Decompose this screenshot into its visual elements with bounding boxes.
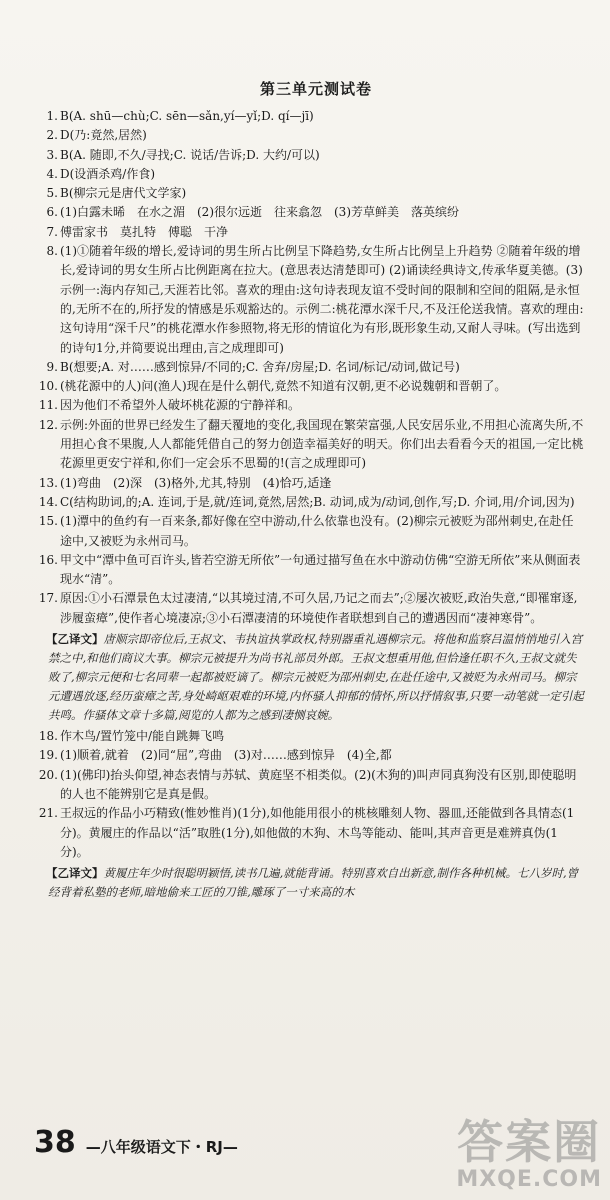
answer-number: 12. — [38, 417, 58, 432]
answer-text: (1)①随着年级的增长,爱诗词的男生所占比例呈下降趋势,女生所占比例呈上升趋势 ②随着年级的增长,爱诗词的男女生所占比例距离在拉大。(意思表达清楚即可) (2)诵读经典诗文,传承华夏美德。(3)示例一:海内存知己,天涯若比邻。喜欢的理由:这句诗表现友谊不受时间的限制和空间的阻隔,是永恒的,无所不在的,所抒发的情感是乐观豁达的。示例二:桃花潭水深千尺,不及汪伦送我情。喜欢的理由:这句诗用“深千尺”的桃花潭水作参照物,将无形的情谊化为有形,既形象生动,又耐人寻味。(写出选到的诗句1分,并简要说出理由,言之成理即可) — [60, 244, 584, 355]
answer-text: (1)(佛印)抬头仰望,神态表情与苏轼、黄庭坚不相类似。(2)(木狗的)叫声同真狗没有区别,即使聪明的人也不能辨别它是真是假。 — [60, 767, 577, 801]
answer-number: 18. — [38, 729, 58, 744]
answer-text: (1)白露未晞 在水之湄 (2)很尔远逝 往来翕忽 (3)芳草鲜美 落英缤纷 — [60, 205, 459, 220]
answer-number: 13. — [38, 475, 58, 490]
answer-number: 14. — [38, 494, 58, 509]
answer-item — [48, 165, 584, 184]
answer-item — [38, 396, 584, 415]
answer-item — [38, 589, 584, 628]
watermark-url: MXQE.COM — [456, 1167, 602, 1192]
answer-text: (1)弯曲 (2)深 (3)格外,尤其,特别 (4)恰巧,适逢 — [60, 475, 332, 490]
translation-label: 【乙译文】 — [46, 866, 104, 881]
answer-number: 3. — [46, 147, 58, 162]
answer-item — [38, 416, 584, 474]
answer-number: 21. — [38, 806, 58, 821]
answer-number: 17. — [38, 591, 58, 606]
watermark-logo — [456, 1117, 602, 1192]
answer-number: 7. — [46, 224, 58, 239]
answer-text: B(A. shū—chù;C. sēn—sǎn,yí—yǐ;D. qí—jī) — [60, 109, 314, 123]
watermark-logo-text: 答案圈 — [457, 1115, 602, 1169]
answer-number: 20. — [38, 767, 58, 782]
answer-item — [38, 512, 584, 551]
answer-item — [38, 551, 584, 590]
answer-number: 9. — [46, 359, 58, 374]
answer-text: 原因:①小石潭景色太过凄清,“以其境过清,不可久居,乃记之而去”;②屡次被贬,政治失意,“即罹窜逐,涉履蛮瘴”,使作者心境凄凉;③小石潭凄清的环境使作者联想到自己的遭遇因而“凄神寒骨”。 — [60, 591, 578, 625]
answer-text: B(柳宗元是唐代文学家) — [60, 186, 187, 201]
answer-number: 16. — [38, 552, 58, 567]
answer-text: B(想要;A. 对……感到惊异/不同的;C. 舍弃/房屋;D. 名词/标记/动词,做记号) — [60, 359, 460, 374]
answer-number: 4. — [46, 166, 58, 181]
answer-text: (桃花源中的人)问(渔人)现在是什么朝代,竟然不知道有汉朝,更不必说魏朝和晋朝了。 — [60, 379, 507, 394]
answer-item — [48, 107, 584, 126]
page-number: 38 — [34, 1125, 76, 1160]
page-footer — [34, 1125, 238, 1160]
answer-number: 8. — [46, 244, 58, 259]
answer-item — [38, 474, 584, 493]
translation-text: 唐顺宗即帝位后,王叔文、韦执谊执掌政权,特别器重礼遇柳宗元。将他和监察吕温悄悄地引入宫禁之中,和他们商议大事。柳宗元被提升为尚书礼部员外郎。王叔文想重用他,但恰逢任职不久,王叔文就失败了,柳宗元便和七名同辈一起都被贬谪了。柳宗元被贬为邵州刺史,在赴任途中,又被贬为永州司马。柳宗元遭遇放逐,经历蛮瘴之苦,身处崎岖艰难的环境,内怀骚人抑郁的情怀,所以抒情叙事,只要一动笔就一定引起共鸣。作骚体文章十多篇,阅览的人都为之感到凄恻哀婉。 — [48, 632, 584, 723]
answer-number: 6. — [46, 205, 58, 220]
answer-item — [38, 493, 584, 512]
answer-text: C(结构助词,的;A. 连词,于是,就/连词,竟然,居然;B. 动词,成为/动词,创作,写;D. 介词,用/介词,因为) — [60, 494, 575, 509]
answer-text: D(设酒杀鸡/作食) — [60, 166, 156, 181]
answer-item — [38, 727, 584, 746]
answer-item — [48, 358, 584, 377]
answer-text: 甲文中“潭中鱼可百许头,皆若空游无所依”一句通过描写鱼在水中游动仿佛“空游无所依”来从侧面表现水“清”。 — [60, 552, 581, 587]
answer-item — [38, 746, 584, 765]
answer-number: 10. — [38, 379, 58, 394]
answer-text: D(乃:竟然,居然) — [60, 128, 147, 143]
book-info: —八年级语文下・RJ— — [85, 1138, 238, 1156]
answer-number: 1. — [46, 109, 58, 123]
answer-text: 作木鸟/置竹笼中/能自跳舞飞鸣 — [60, 729, 225, 744]
answer-item — [48, 242, 584, 358]
answer-number: 5. — [46, 186, 58, 201]
answer-number: 19. — [38, 748, 58, 763]
page-title: 第三单元测试卷 — [259, 80, 372, 98]
answer-item — [48, 184, 584, 203]
answer-item — [48, 126, 584, 145]
answer-item — [48, 203, 584, 222]
translation-block — [48, 864, 584, 902]
translation-block — [48, 630, 584, 725]
answer-text: 王叔远的作品小巧精致(惟妙惟肖)(1分),如他能用很小的桃核雕刻人物、器皿,还能做到各具情态(1分)。黄履庄的作品以“活”取胜(1分),如他做的木狗、木鸟等能动、能叫,其声音更是难辨真伪(1分)。 — [60, 806, 575, 859]
answer-number: 15. — [38, 514, 58, 529]
translation-label: 【乙译文】 — [46, 632, 104, 647]
answer-text: (1)潭中的鱼约有一百来条,都好像在空中游动,什么依靠也没有。(2)柳宗元被贬为邵州刺史,在赴任途中,又被贬为永州司马。 — [60, 514, 574, 548]
answer-item — [38, 377, 584, 396]
answer-item — [38, 804, 584, 862]
answer-item — [48, 223, 584, 242]
answer-item — [48, 146, 584, 165]
answer-item — [38, 766, 584, 805]
answer-text: (1)顺着,就着 (2)同“屈”,弯曲 (3)对……感到惊异 (4)全,都 — [60, 748, 392, 763]
answer-number: 11. — [38, 398, 58, 413]
answer-text: B(A. 随即,不久/寻找;C. 说话/告诉;D. 大约/可以) — [60, 147, 320, 162]
answer-text: 傅雷家书 莫扎特 傅聪 干净 — [60, 224, 229, 239]
answer-text: 因为他们不希望外人破坏桃花源的宁静祥和。 — [60, 398, 301, 413]
answer-number: 2. — [46, 128, 58, 143]
answer-text: 示例:外面的世界已经发生了翻天覆地的变化,我国现在繁荣富强,人民安居乐业,不用担心流离失所,不用担心食不果腹,人人都能凭借自己的努力创造幸福美好的明天。你们出去看看今天的祖国,一定比桃花源里更安宁祥和,你们一定会乐不思蜀的!(言之成理即可) — [60, 417, 584, 471]
answer-list — [38, 107, 584, 902]
translation-text: 黄履庄年少时很聪明颖悟,读书几遍,就能背诵。特别喜欢自出新意,制作各种机械。七八岁时,曾经背着私塾的老师,暗地偷来工匠的刀锥,雕琢了一寸来高的木 — [48, 866, 579, 900]
